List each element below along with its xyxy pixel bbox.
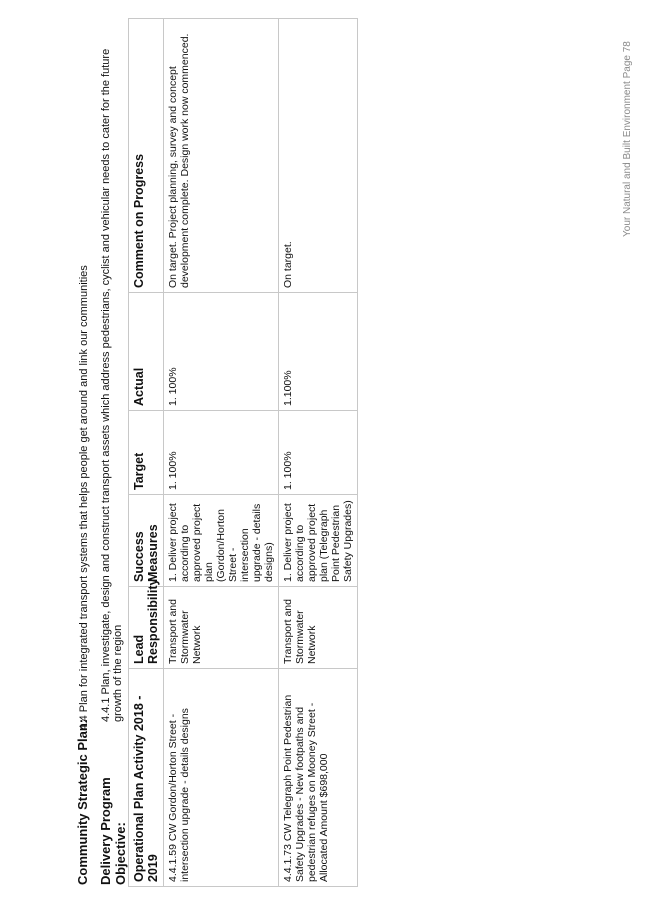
cell-comment: On target. <box>279 19 358 293</box>
table-row <box>279 19 358 887</box>
strategic-plan-label: Community Strategic Plan: <box>75 718 90 885</box>
cell-lead: Transport and Stormwater Network <box>279 587 358 669</box>
strategic-plan-row <box>74 265 92 885</box>
header-actual: Actual <box>129 293 164 411</box>
cell-measures: 1. Deliver project according to approved project plan (Telegraph Point Pedestrian Safety Upgrades) <box>279 495 358 587</box>
cell-target: 1. 100% <box>164 411 279 495</box>
cell-measures: 1. Deliver project according to approved project plan (Gordon/Horton Street - intersection upgrade - details designs) <box>164 495 279 587</box>
header-target: Target <box>129 411 164 495</box>
table-header-row <box>129 19 164 887</box>
operational-plan-table <box>128 18 358 887</box>
strategic-plan-text: 4.4 Plan for integrated transport systems that helps people get around and link our communities <box>78 265 90 731</box>
cell-actual: 1. 100% <box>164 293 279 411</box>
cell-target: 1. 100% <box>279 411 358 495</box>
cell-activity: 4.4.1.59 CW Gordon/Horton Street - intersection upgrade - details designs <box>164 669 279 887</box>
header-success-measures: Success Measures <box>129 495 164 587</box>
cell-lead: Transport and Stormwater Network <box>164 587 279 669</box>
cell-actual: 1.100% <box>279 293 358 411</box>
program-objective-line1: 4.4.1 Plan, investigate, design and construct transport assets which address pedestrians, cyclist and vehicular needs to cater for the future <box>100 48 112 722</box>
header-activity: Operational Plan Activity 2018 - 2019 <box>129 669 164 887</box>
header-lead-responsibility: Lead Responsibility <box>129 587 164 669</box>
table-row <box>164 19 279 887</box>
program-objective-label: Delivery Program Objective: <box>98 777 128 885</box>
program-objective-line2: growth of the region <box>112 624 124 722</box>
program-objective-text <box>100 2 124 722</box>
header-comment: Comment on Progress <box>129 19 164 293</box>
cell-activity: 4.4.1.73 CW Telegraph Point Pedestrian Safety Upgrades - New footpaths and pedestrian refuges on Mooney Street - Allocated Amount $698,000 <box>279 669 358 887</box>
cell-comment: On target. Project planning, survey and concept development complete. Design work now commenced. <box>164 19 279 293</box>
page-footer: Your Natural and Built Environment Page 78 <box>622 41 633 237</box>
